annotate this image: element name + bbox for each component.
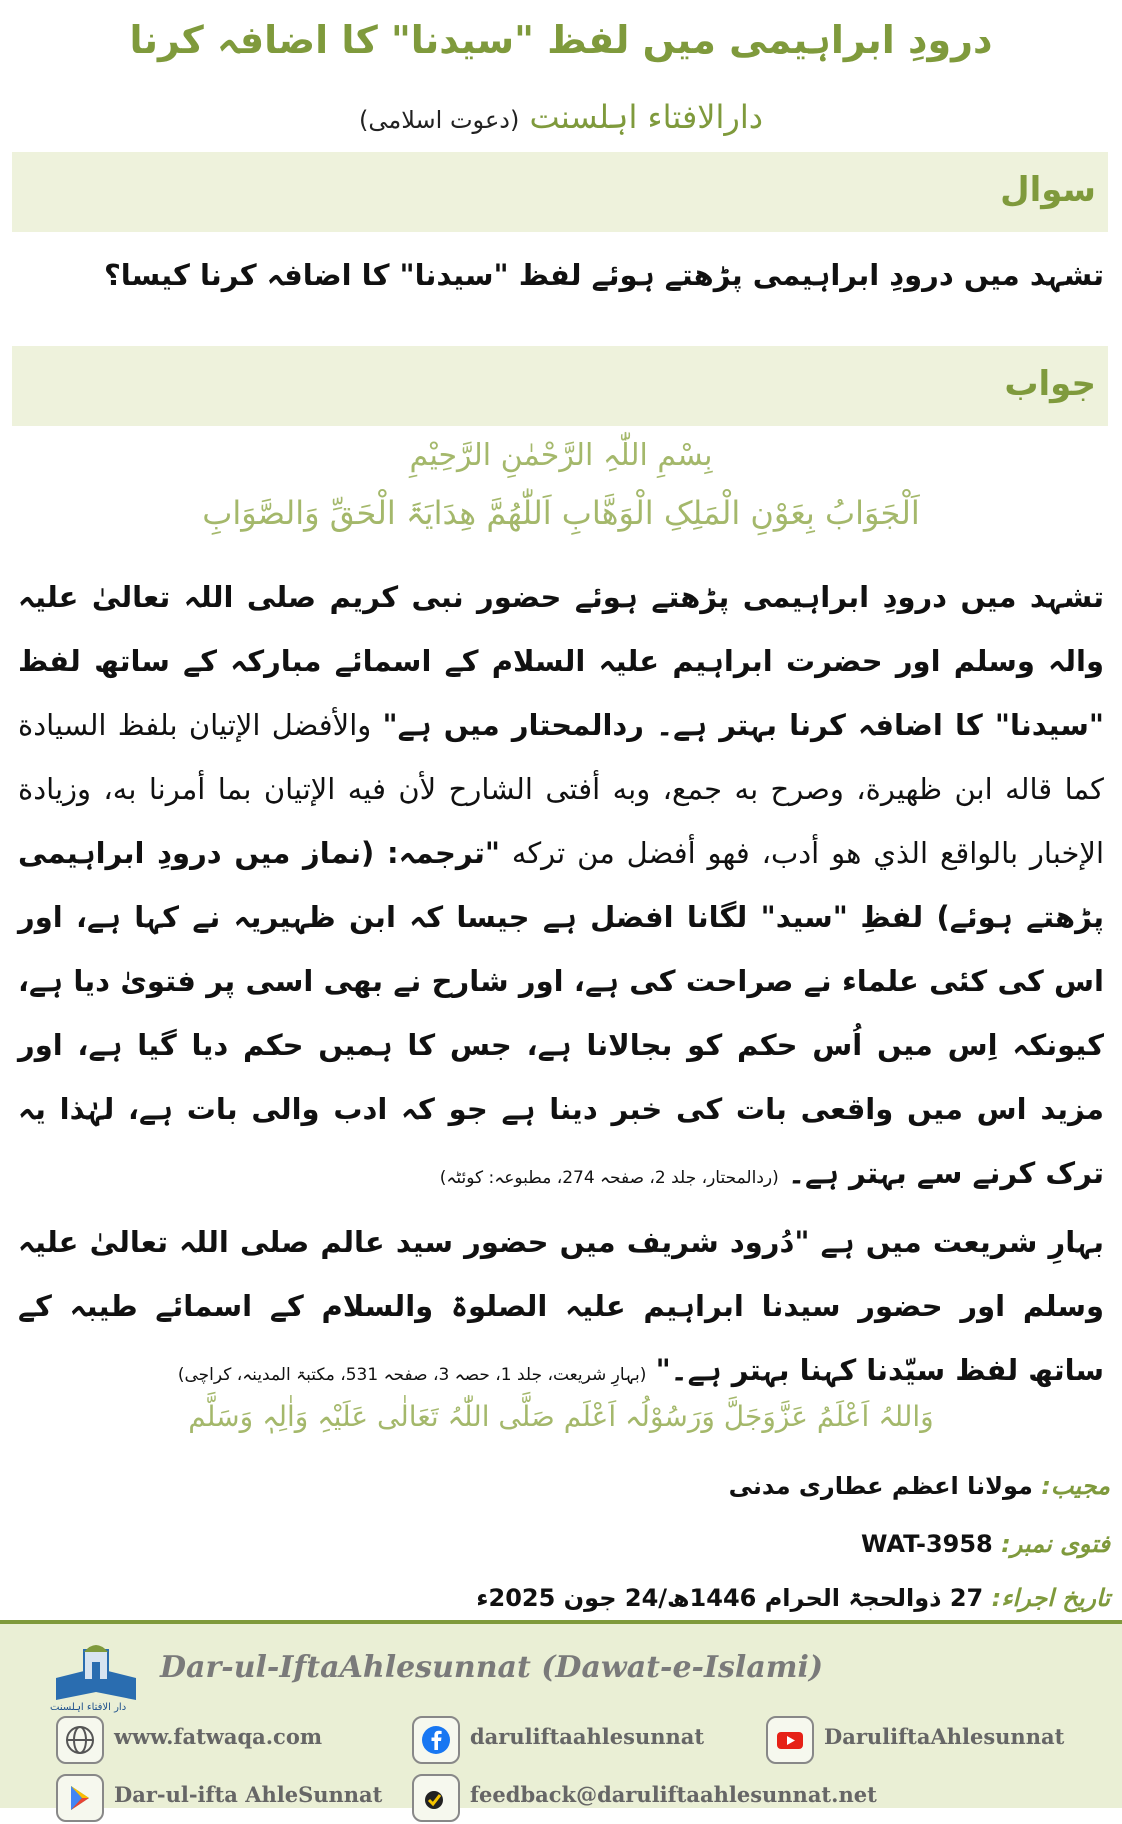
playstore-text: Dar-ul-ifta AhleSunnat: [114, 1782, 383, 1807]
answer-body: [18, 565, 1104, 1407]
brand-name: Dar-ul-IftaAhlesunnat (Dawat-e-Islami): [160, 1650, 824, 1685]
para2-reference: (بہارِ شریعت، جلد 1، حصہ 3، صفحہ 531، مکتبۃ المدینہ، کراچی): [177, 1365, 647, 1385]
website-link[interactable]: [56, 1716, 346, 1766]
para1-translation: "سید" لگانا افضل ہے جیسا کہ ابن ظہیریہ نے کہا ہے، اور اس کی کئی علماء نے صراحت کی ہے، اور شارح نے بھی اسی پر فتویٰ دیا ہے، کیونکہ اِس میں اُس حکم کو بجالانا ہے، جس کا ہمیں حکم دیا گیا ہے، اور مزید اس میں واقعی بات کی خبر دینا ہے جو کہ ادب والی بات ہے، لہٰذا یہ ترک کرنے سے بہتر ہے۔: [18, 900, 1104, 1190]
youtube-icon: [766, 1716, 814, 1764]
mujib-row: [729, 1472, 1110, 1500]
logo-caption: دار الافتاء اہلسنت: [50, 1702, 127, 1713]
closing-dua: وَاللہُ اَعْلَمُ عَزَّوَجَلَّ وَرَسُوْلُہ اَعْلَم صَلَّی اللّٰہُ تَعَالٰی عَلَیْہِ وَاٰلِہٖ وَسَلَّم: [188, 1400, 934, 1433]
fatwa-number-value: WAT-3958: [861, 1530, 993, 1558]
mujib-label: مجیب:: [1041, 1472, 1110, 1500]
para1-main: تشہد میں درودِ ابراہیمی پڑھتے ہوئے حضور نبی کریم صلی اللہ تعالیٰ علیہ والہ وسلم اور حضرت ابراہیم علیہ السلام کے اسمائے مبارکہ کے ساتھ لفظ "سیدنا" کا اضافہ کرنا بہتر ہے۔ ردالمحتار میں ہے": [18, 580, 1104, 742]
play-store-icon: [56, 1774, 104, 1822]
email-text: feedback@daruliftaahlesunnat.net: [470, 1782, 877, 1807]
facebook-link[interactable]: [412, 1716, 705, 1766]
dar-ul-ifta-logo-icon: [46, 1638, 146, 1708]
para1-translation-label: "ترجمہ: (نماز میں درودِ ابراہیمی پڑھتے ہوئے) لفظِ: [18, 836, 1105, 934]
fatwa-number-label: فتوی نمبر:: [1001, 1530, 1110, 1558]
question-header-band: [12, 152, 1108, 232]
para1-arabic-quote: والأفضل الإتيان بلفظ السيادة كما قاله ابن ظهيرة، وصرح به جمع، وبه أفتى الشارح لأن فيه الإتيان بما أمرنا به، وزيادة الإخبار بالواقع الذي هو أدب، فهو أفضل من تركه: [18, 708, 1105, 870]
question-label: سوال: [1000, 170, 1096, 210]
facebook-text: daruliftaahlesunnat: [470, 1724, 705, 1749]
answer-opening: اَلْجَوَابُ بِعَوْنِ الْمَلِکِ الْوَھَّابِ اَللّٰھُمَّ ھِدَایَۃَ الْحَقِّ وَالصَّوَابِ: [202, 494, 920, 532]
answer-header-band: [12, 346, 1108, 426]
subtitle-paren: (دعوت اسلامی): [359, 106, 520, 134]
answer-label: جواب: [1004, 364, 1096, 404]
email-link[interactable]: [412, 1774, 877, 1824]
website-text: www.fatwaqa.com: [114, 1724, 323, 1749]
footer: [0, 1620, 1122, 1808]
fatwa-number-row: [861, 1530, 1110, 1558]
issue-date-row: [476, 1584, 1110, 1612]
page-subtitle: [0, 98, 1122, 136]
issue-date-value: 27 ذوالحجۃ الحرام 1446ھ/24 جون 2025ء: [476, 1584, 984, 1612]
feedback-icon: [412, 1774, 460, 1822]
bismillah: بِسْمِ اللّٰہِ الرَّحْمٰنِ الرَّحِیْمِ: [409, 438, 713, 473]
subtitle-text: دارالافتاء اہلسنت: [529, 98, 763, 136]
youtube-link[interactable]: [766, 1716, 1065, 1766]
playstore-link[interactable]: [56, 1774, 383, 1824]
para2-main: بہارِ شریعت میں ہے "دُرود شریف میں حضور سید عالم صلی اللہ تعالیٰ علیہ وسلم اور حضور سیدنا ابراہیم علیہ الصلوۃ والسلام کے اسمائے طیبہ کے ساتھ لفظ سیّدنا کہنا بہتر ہے۔": [18, 1225, 1104, 1387]
globe-icon: [56, 1716, 104, 1764]
question-text: تشہد میں درودِ ابراہیمی پڑھتے ہوئے لفظ "سیدنا" کا اضافہ کرنا کیسا؟: [103, 258, 1104, 292]
facebook-icon: [412, 1716, 460, 1764]
para1-reference: (ردالمحتار، جلد 2، صفحہ 274، مطبوعہ: کوئٹہ): [439, 1168, 779, 1188]
mujib-value: مولانا اعظم عطاری مدنی: [728, 1472, 1033, 1500]
issue-date-label: تاریخ اجراء:: [991, 1584, 1110, 1612]
page-title: درودِ ابراہیمی میں لفظ "سیدنا" کا اضافہ کرنا: [129, 18, 993, 62]
youtube-text: DaruliftaAhlesunnat: [824, 1724, 1065, 1749]
